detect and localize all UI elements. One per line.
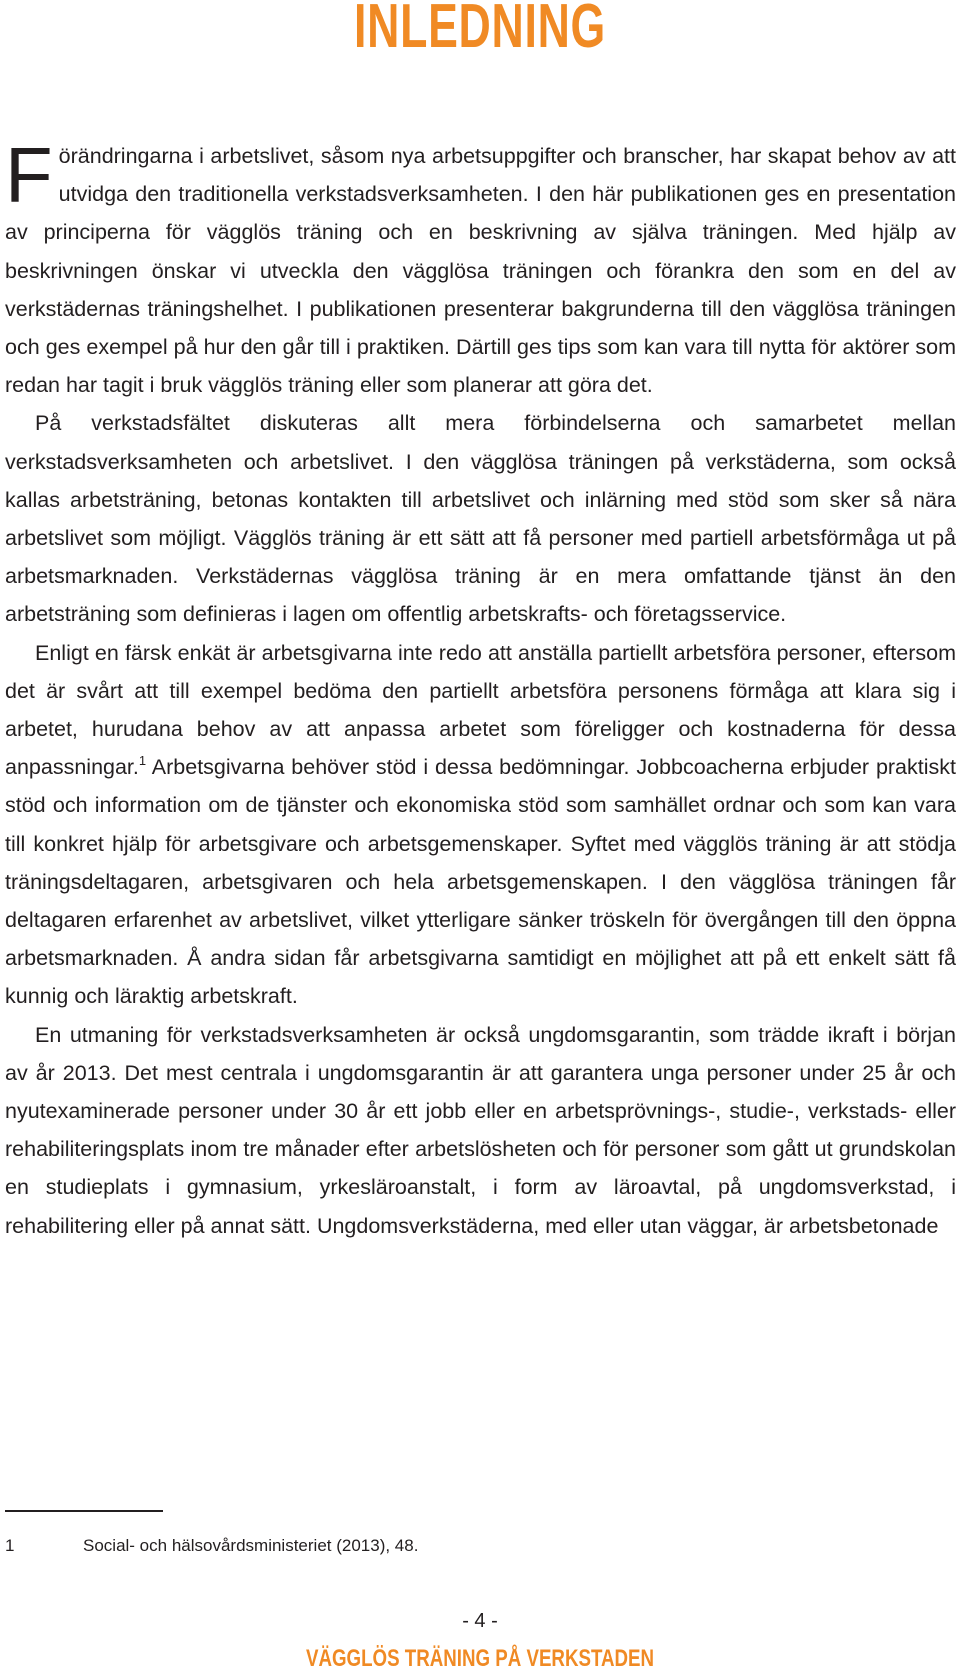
- paragraph-1: [5, 131, 956, 404]
- paragraph-1-text: örändringarna i arbetslivet, såsom nya arbetsuppgifter och branscher, har skapat behov av att utvidga den traditionella verkstadsverksamheten. I den här publikationen ges en presentation av principerna för vägglös träning och en beskrivning av själva träningen. Med hjälp av beskrivningen önskar vi utveckla den vägglösa träningen och förankra den som en del av verkstädernas träningshelhet. I publikationen presenterar bakgrunderna till den vägglösa träningen och ges exempel på hur den går till i praktiken. Därtill ges tips som kan vara till nytta för aktörer som redan har tagit i bruk vägglös träning eller som planerar att göra det.: [5, 144, 956, 398]
- drop-cap: F: [5, 131, 53, 219]
- page-number: - 4 -: [462, 1610, 498, 1632]
- paragraph-2: På verkstadsfältet diskuteras allt mera förbindelserna och samarbetet mellan verkstadsverksamheten och arbetslivet. I den vägglösa träningen på verkstäderna, som också kallas arbetsträning, betonas kontakten till arbetslivet och inlärning med stöd som sker så nära arbetslivet som möjligt. Vägglös träning är ett sätt att få personer med partiell arbetsförmåga ut på arbetsmarknaden. Verkstädernas vägglösa träning är en mera omfattande tjänst än den arbetsträning som definieras i lagen om offentlig arbetskrafts- och företagsservice.: [5, 411, 956, 627]
- paragraph-3-text-before: Enligt en färsk enkät är arbetsgivarna inte redo att anställa partiellt arbetsföra personer, eftersom det är svårt att till exempel bedöma den partiellt arbetsföra personens förmåga att klara sig i arbetet, hurudana behov av att anpassa arbetet som föreligger och kostnaderna för dessa anpassningar.: [5, 640, 956, 780]
- footnote-reference[interactable]: 1: [138, 753, 147, 769]
- paragraph-3: [5, 634, 956, 1016]
- paragraph-3-text-after: Arbetsgivarna behöver stöd i dessa bedömningar. Jobbcoacherna erbjuder praktiskt stöd och information om de tjänster och ekonomiska stöd som samhället ordnar och som kan vara till konkret hjälp för arbetsgivare och arbetsgemenskaper. Syftet med vägglös träning är att stödja träningsdeltagaren, arbetsgivaren och hela arbetsgemenskapen. I den vägglösa träningen får deltagaren erfarenhet av arbetslivet, vilket ytterligare sänker tröskeln för övergången till den öppna arbetsmarknaden. Å andra sidan får arbetsgivarna samtidigt en möjlighet att på ett enkelt sätt få kunnig och läraktig arbetskraft.: [5, 755, 956, 1009]
- footnote-text: Social- och hälsovårdsministeriet (2013), 48.: [83, 1536, 419, 1555]
- footnote-number: 1: [5, 1536, 15, 1555]
- paragraph-4: En utmaning för verkstadsverksamheten är också ungdomsgarantin, som trädde ikraft i början av år 2013. Det mest centrala i ungdomsgarantin är att garantera unga personer under 25 år och nyutexaminerade personer under 30 år ett jobb eller en arbetsprövnings-, studie-, verkstads- eller rehabiliteringsplats inom tre månader efter arbetslösheten och för personer som gått ut grundskolan en studieplats i gymnasium, yrkesläroanstalt, i form av läroavtal, på ungdomsverkstad, i rehabilitering eller på annat sätt. Ungdomsverkstäderna, med eller utan väggar, är arbetsbetonade: [5, 1022, 956, 1238]
- body-text: [5, 131, 956, 1245]
- footnote-divider: [5, 1510, 163, 1512]
- page-title: INLEDNING: [354, 0, 606, 61]
- footnote: [5, 1535, 418, 1557]
- running-footer: VÄGGLÖS TRÄNING PÅ VERKSTADEN: [305, 1645, 655, 1672]
